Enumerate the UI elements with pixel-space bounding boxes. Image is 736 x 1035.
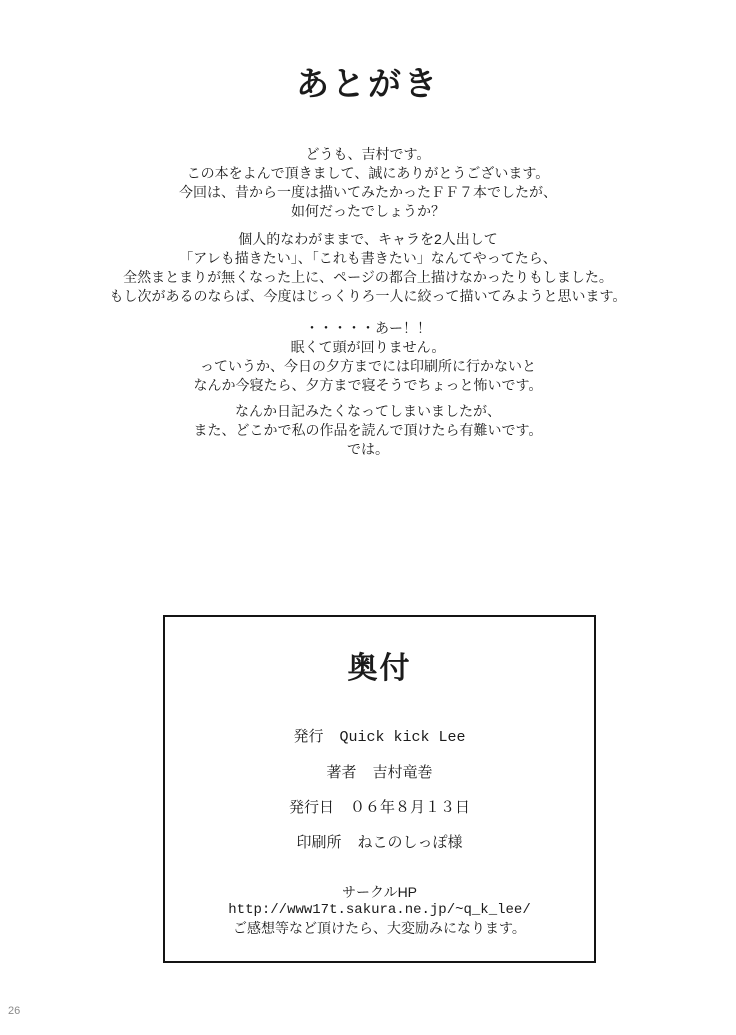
text-line: 全然まとまりが無くなった上に、ページの都合上描けなかったりもしました。 — [123, 269, 613, 285]
colophon-label: 印刷所 — [296, 834, 342, 851]
colophon-label: 発行 — [293, 728, 324, 745]
text-line: また、どこかで私の作品を読んで頂けたら有難いです。 — [193, 422, 543, 438]
text-line: もし次があるのならば、今度はじっくりろ一人に絞って描いてみようと思います。 — [109, 288, 627, 304]
text-line: 個人的なわがままで、キャラを2人出して — [238, 231, 498, 247]
text-line: どうも、吉村です。 — [305, 146, 431, 162]
text-line: ・・・・・あー！！ — [305, 320, 431, 336]
page-title: あとがき — [296, 65, 440, 102]
feedback-note: ご感想等など頂けたら、大変励みになります。 — [233, 920, 526, 936]
colophon-value: Quick kick Lee — [339, 729, 466, 746]
text-line: では。 — [347, 441, 389, 457]
text-line: 眠くて頭が回りません。 — [290, 339, 446, 355]
afterword-paragraph-3 — [0, 319, 736, 395]
text-line: っていうか、今日の夕方までには印刷所に行かないと — [200, 358, 536, 374]
colophon-row-publisher — [165, 727, 594, 747]
afterword-paragraph-1 — [0, 145, 736, 221]
colophon-title: 奥付 — [347, 652, 412, 685]
circle-hp-url: http://www17t.sakura.ne.jp/~q_k_lee/ — [228, 902, 531, 918]
afterword-paragraph-4 — [0, 402, 736, 459]
text-line: この本をよんで頂きまして、誠にありがとうございます。 — [186, 165, 550, 181]
colophon-value: 吉村竜巻 — [372, 764, 433, 781]
text-line: 如何だったでしょうか？ — [291, 203, 445, 219]
page-number: 26 — [8, 1005, 21, 1017]
text-line: なんか日記みたくなってしまいましたが、 — [235, 403, 501, 419]
text-line: 今回は、昔から一度は描いてみたかったＦＦ７本でしたが、 — [179, 184, 557, 200]
colophon-row-author — [165, 763, 594, 782]
colophon-value: ０６年８月１３日 — [350, 799, 471, 816]
colophon-value: ねこのしっぽ様 — [357, 834, 463, 851]
afterword-paragraph-2 — [0, 230, 736, 306]
colophon-row-publish-date — [165, 798, 594, 817]
circle-hp-block — [165, 883, 594, 937]
colophon-rows — [165, 727, 594, 852]
colophon-box — [163, 615, 596, 963]
colophon-row-printer — [165, 833, 594, 852]
text-line: 「アレも描きたい」、「これも書きたい」なんてやってたら、 — [179, 250, 557, 266]
circle-hp-label: サークルHP — [341, 884, 418, 900]
colophon-label: 発行日 — [288, 799, 334, 816]
text-line: なんか今寝たら、夕方まで寝そうでちょっと怖いです。 — [193, 377, 543, 393]
colophon-label: 著者 — [326, 764, 357, 781]
